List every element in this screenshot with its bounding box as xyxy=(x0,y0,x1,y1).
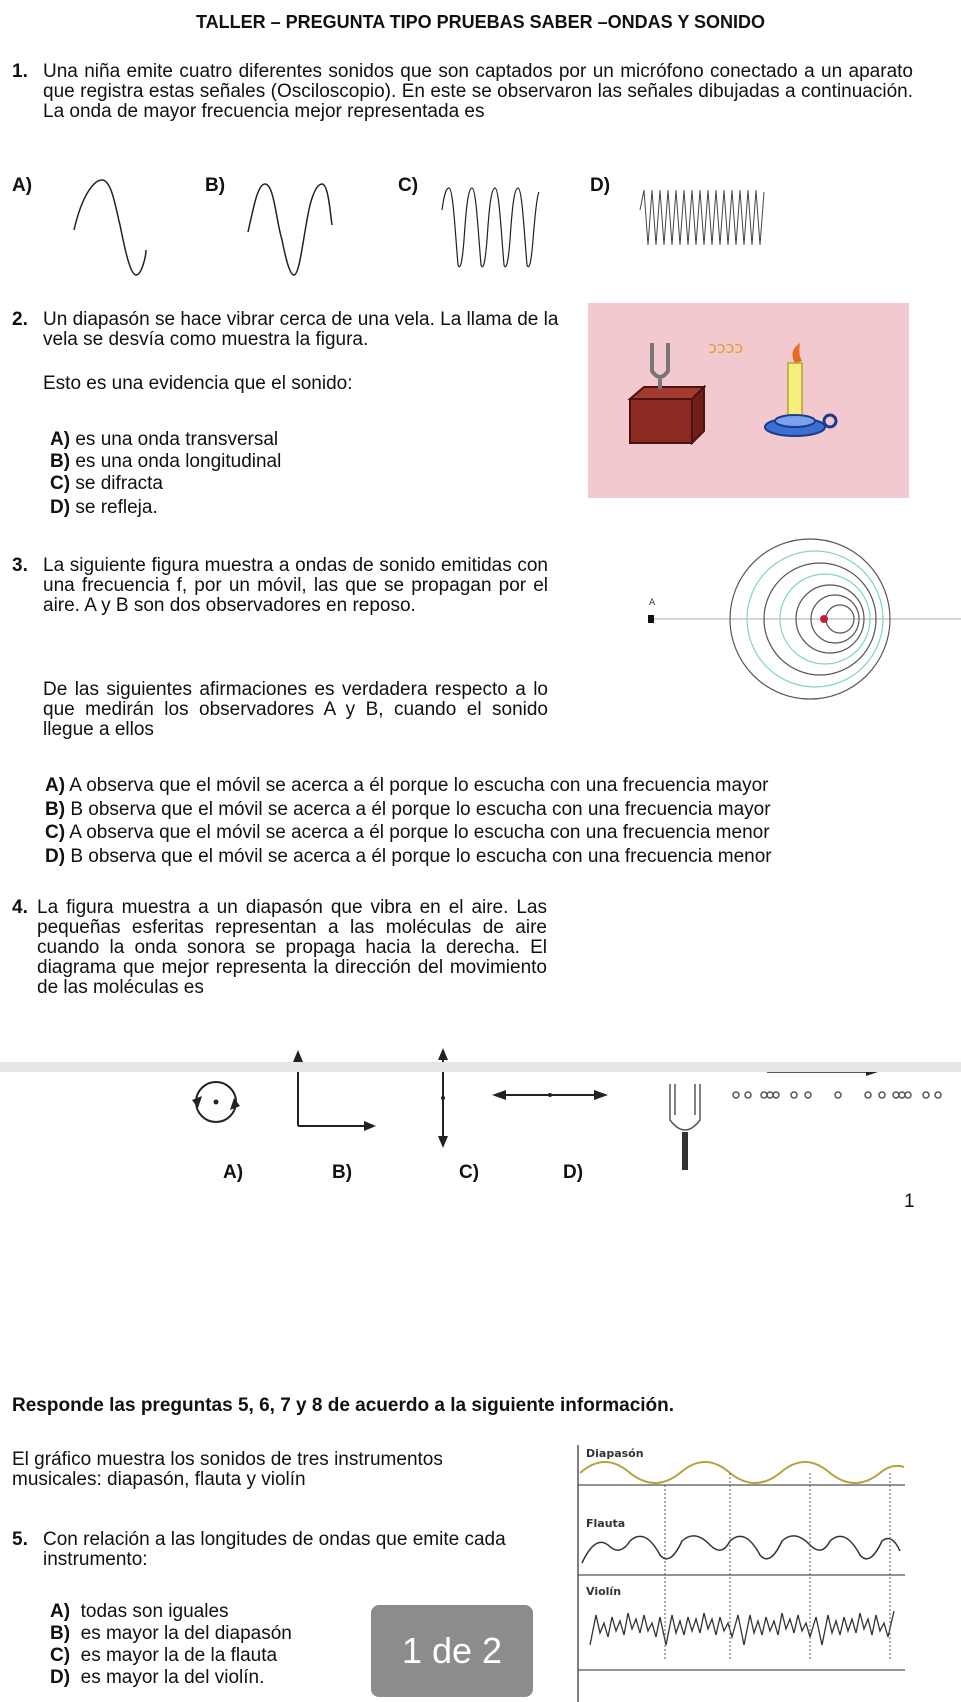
option-text: se refleja. xyxy=(75,497,158,518)
q5-option-a[interactable] xyxy=(50,1602,229,1622)
option-letter: D) xyxy=(45,846,66,867)
option-text: es mayor la del violín. xyxy=(80,1667,265,1688)
q4-label-a: A) xyxy=(223,1162,244,1183)
svg-text:ↄↄↄↄ: ↄↄↄↄ xyxy=(708,338,744,357)
flauta-wave xyxy=(582,1536,900,1563)
label-diapason: Diapasón xyxy=(586,1447,644,1460)
option-text: B observa que el móvil se acerca a él porque lo escucha con una frecuencia mayor xyxy=(70,799,771,820)
section-heading: Responde las preguntas 5, 6, 7 y 8 de acuerdo a la siguiente información. xyxy=(12,1395,675,1416)
intro-text: El gráfico muestra los sonidos de tres instrumentos musicales: diapasón, flauta y violín xyxy=(12,1449,443,1490)
q2-prompt: Esto es una evidencia que el sonido: xyxy=(43,373,353,394)
option-letter: D) xyxy=(50,1667,71,1688)
option-text: es una onda transversal xyxy=(75,429,279,450)
option-letter: B) xyxy=(50,451,71,472)
option-letter: A) xyxy=(50,1601,71,1622)
option-text: se difracta xyxy=(75,473,163,494)
wave-c xyxy=(442,188,539,267)
q2-option-b[interactable] xyxy=(50,452,281,472)
page-title: TALLER – PREGUNTA TIPO PRUEBAS SABER –ONDAS Y SONIDO xyxy=(195,12,766,32)
q2-option-c[interactable] xyxy=(50,474,163,494)
q1-label-c: C) xyxy=(398,175,419,196)
q4-label-b: B) xyxy=(332,1162,353,1183)
q4-diagrams xyxy=(180,1040,960,1180)
q4-label-d: D) xyxy=(563,1162,584,1183)
option-text: B observa que el móvil se acerca a él porque lo escucha con una frecuencia menor xyxy=(70,846,772,867)
q1-label-d: D) xyxy=(590,175,611,196)
option-text: todas son iguales xyxy=(80,1601,229,1622)
option-text: A observa que el móvil se acerca a él porque lo escucha con una frecuencia menor xyxy=(69,822,770,843)
q2-number: 2. xyxy=(12,309,28,330)
q3-option-c[interactable] xyxy=(45,823,770,843)
page-divider xyxy=(0,1062,961,1072)
q1-waves-figure xyxy=(60,170,920,280)
q5-number: 5. xyxy=(12,1529,28,1550)
option-letter: B) xyxy=(45,799,66,820)
option-letter: A) xyxy=(45,775,66,796)
q5-option-d[interactable] xyxy=(50,1668,264,1688)
q2-text: Un diapasón se hace vibrar cerca de una vela. La llama de la vela se desvía como muestra la figura. xyxy=(43,309,559,350)
label-violin: Violín xyxy=(586,1585,622,1598)
q3-option-b[interactable] xyxy=(45,800,771,820)
q3-option-a[interactable] xyxy=(45,776,768,796)
option-text: es mayor la del diapasón xyxy=(80,1623,292,1644)
option-letter: D) xyxy=(50,497,71,518)
tuning-fork-molecules xyxy=(670,1084,941,1170)
option-letter: C) xyxy=(50,1645,71,1666)
q3-option-d[interactable] xyxy=(45,847,772,867)
q1-label-a: A) xyxy=(12,175,33,196)
diapason-wave xyxy=(580,1462,904,1483)
option-text: A observa que el móvil se acerca a él porque lo escucha con una frecuencia mayor xyxy=(69,775,769,796)
q3-number: 3. xyxy=(12,555,28,576)
observer-a-marker xyxy=(648,615,654,623)
q5-option-b[interactable] xyxy=(50,1624,292,1644)
q2-option-d[interactable] xyxy=(50,498,158,518)
q3-text: La siguiente figura muestra a ondas de sonido emitidas con una frecuencia f, por un móvil, las que se propagan por el aire. A y B son dos observadores en reposo. xyxy=(43,555,548,616)
tuning-fork-candle-image xyxy=(588,303,909,498)
label-flauta: Flauta xyxy=(586,1517,626,1530)
q5-option-c[interactable] xyxy=(50,1646,277,1666)
q1-number: 1. xyxy=(12,61,28,82)
observer-a-label: A xyxy=(649,598,656,608)
q4-text: La figura muestra a un diapasón que vibra en el aire. Las pequeñas esferitas representan a las moléculas de aire cuando la onda sonora se propaga hacia la derecha. El diagrama que mejor representa la dirección del movimiento de las moléculas es xyxy=(37,897,547,998)
violin-wave xyxy=(590,1611,894,1645)
page-indicator: 1 de 2 xyxy=(371,1605,533,1697)
option-letter: A) xyxy=(50,429,71,450)
instrument-waves-graph xyxy=(570,1445,910,1702)
option-text: es una onda longitudinal xyxy=(75,451,282,472)
wave-a xyxy=(74,180,146,275)
q1-text: Una niña emite cuatro diferentes sonidos que son captados por un micrófono conectado a un aparato que registra estas señales (Osciloscopio). En este se observaron las señales dibujadas a continuación. La onda de mayor frecuencia mejor representada es xyxy=(43,61,913,122)
q2-option-a[interactable] xyxy=(50,430,278,450)
q5-text: Con relación a las longitudes de ondas que emite cada instrumento: xyxy=(43,1529,506,1570)
q4-label-c: C) xyxy=(459,1162,480,1183)
wave-b xyxy=(248,184,332,275)
q1-label-b: B) xyxy=(205,175,226,196)
q3-prompt: De las siguientes afirmaciones es verdadera respecto a lo que medirán los observadores A y B, cuando el sonido llegue a ellos xyxy=(43,679,548,740)
wave-d xyxy=(640,190,764,245)
option-letter: B) xyxy=(50,1623,71,1644)
option-letter: C) xyxy=(50,473,71,494)
option-text: es mayor la de la flauta xyxy=(80,1645,278,1666)
option-letter: C) xyxy=(45,822,66,843)
doppler-figure xyxy=(640,535,961,705)
q4-number: 4. xyxy=(12,897,28,918)
page-number: 1 xyxy=(904,1191,915,1212)
